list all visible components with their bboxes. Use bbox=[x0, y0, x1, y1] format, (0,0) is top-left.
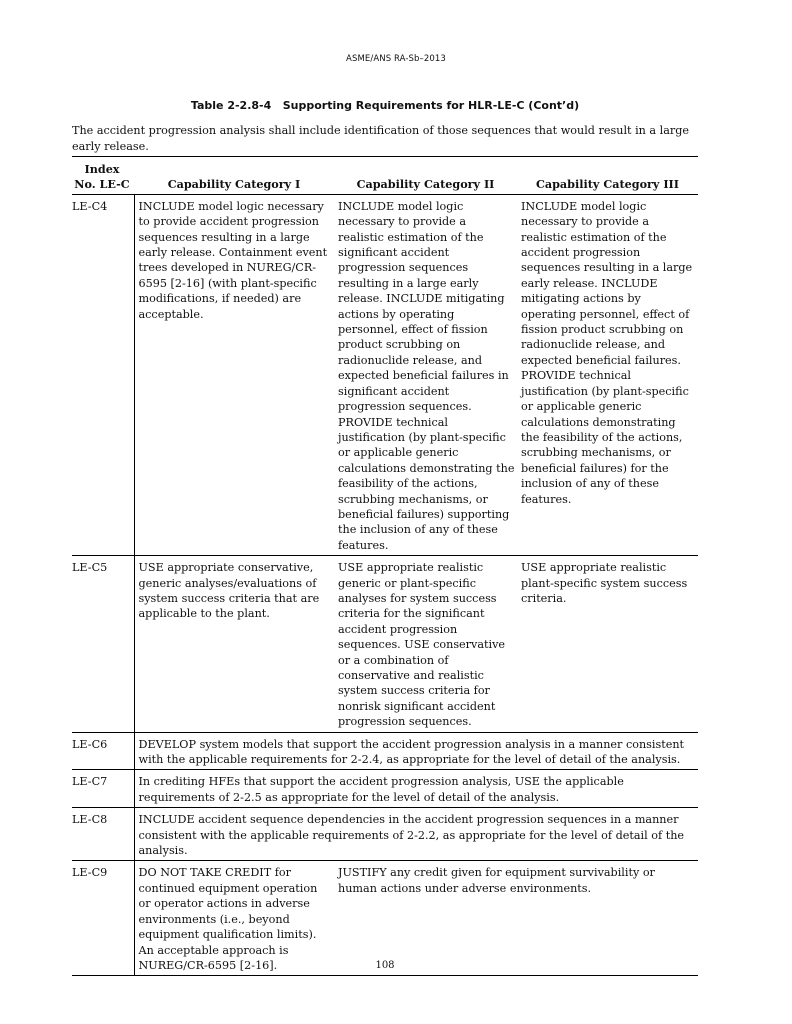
table-header-row bbox=[72, 157, 698, 195]
index-cell: LE-C4 bbox=[72, 194, 134, 555]
category-1-cell: INCLUDE model logic necessary to provide accident progression sequences resulting in a large early release. Containment event trees developed in NUREG/CR-6595 [2-16] (with plant-specific modifications, if needed) are acceptable. bbox=[134, 194, 334, 555]
index-cell: LE-C9 bbox=[72, 861, 134, 976]
table-title: Table 2-2.8-4 Supporting Requirements for HLR-LE-C (Cont’d) bbox=[190, 99, 580, 112]
page-number: 108 bbox=[375, 960, 395, 971]
category-3-cell: USE appropriate realistic plant-specific system success criteria. bbox=[517, 556, 698, 732]
index-cell: LE-C5 bbox=[72, 556, 134, 732]
running-header: ASME/ANS RA-Sb–2013 bbox=[346, 54, 446, 64]
index-cell: LE-C6 bbox=[72, 732, 134, 770]
all-categories-cell: INCLUDE accident sequence dependencies in the accident progression sequences in a manner consistent with the applicable requirements of 2-2.2, as appropriate for the level of detail of the analysis. bbox=[134, 808, 698, 861]
table-intro-text: The accident progression analysis shall include identification of those sequences that would result in a large early release. bbox=[72, 124, 690, 153]
table-row bbox=[72, 556, 698, 732]
column-header-category-3: Capability Category III bbox=[517, 157, 698, 195]
index-cell: LE-C8 bbox=[72, 808, 134, 861]
category-2-cell: INCLUDE model logic necessary to provide a realistic estimation of the significant accident progression sequences resulting in a large early release. INCLUDE mitigating actions by operating personnel, effect of fission product scrubbing on radionuclide release, and expected beneficial failures in significant accident progression sequences. PROVIDE technical justification (by plant-specific or applicable generic calculations demonstrating the feasibility of the actions, scrubbing mechanisms, or beneficial failures) supporting the inclusion of any of these features. bbox=[334, 194, 517, 555]
category-2-3-cell: JUSTIFY any credit given for equipment survivability or human actions under adverse environments. bbox=[334, 861, 698, 976]
all-categories-cell: In crediting HFEs that support the accident progression analysis, USE the applicable requirements of 2-2.5 as appropriate for the level of detail of the analysis. bbox=[134, 770, 698, 808]
category-2-cell: USE appropriate realistic generic or plant-specific analyses for system success criteria for the significant accident progression sequences. USE conservative or a combination of conservative and realistic system success criteria for nonrisk significant accident progression sequences. bbox=[334, 556, 517, 732]
table-row bbox=[72, 861, 698, 976]
column-header-category-2: Capability Category II bbox=[334, 157, 517, 195]
category-1-cell: USE appropriate conservative, generic analyses/evaluations of system success criteria that are applicable to the plant. bbox=[134, 556, 334, 732]
table-row bbox=[72, 732, 698, 770]
table-row bbox=[72, 770, 698, 808]
column-header-index: Index No. LE-C bbox=[72, 157, 134, 195]
category-1-cell: DO NOT TAKE CREDIT for continued equipment operation or operator actions in adverse environments (i.e., beyond equipment qualification limits). An acceptable approach is NUREG/CR-6595 [2-16]. bbox=[134, 861, 334, 976]
category-3-cell: INCLUDE model logic necessary to provide a realistic estimation of the accident progression sequences resulting in a large early release. INCLUDE mitigating actions by operating personnel, effect of fission product scrubbing on radionuclide release, and expected beneficial failures. PROVIDE technical justification (by plant-specific or applicable generic calculations demonstrating the feasibility of the actions, scrubbing mechanisms, or beneficial failures) for the inclusion of any of these features. bbox=[517, 194, 698, 555]
supporting-requirements-table bbox=[72, 156, 698, 976]
table-row bbox=[72, 194, 698, 555]
column-header-category-1: Capability Category I bbox=[134, 157, 334, 195]
index-cell: LE-C7 bbox=[72, 770, 134, 808]
all-categories-cell: DEVELOP system models that support the accident progression analysis in a manner consistent with the applicable requirements for 2-2.4, as appropriate for the level of detail of the analysis. bbox=[134, 732, 698, 770]
table-row bbox=[72, 808, 698, 861]
